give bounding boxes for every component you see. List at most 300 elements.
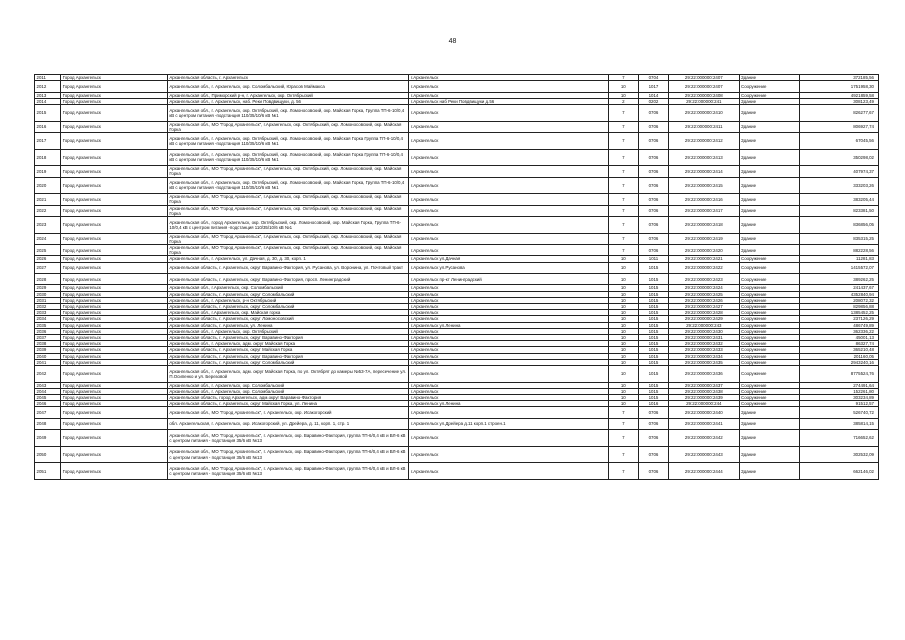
class-code-cell: 1015	[638, 310, 668, 316]
cadastral-value-cell: 4921859,58	[799, 92, 878, 98]
class-code-cell: 1015	[638, 304, 668, 310]
cadastral-value-cell: 1415572,07	[799, 262, 878, 273]
type-code-cell: 7	[608, 446, 638, 463]
cadastral-register-table	[34, 74, 879, 480]
address-cell: Архангельская обл., г. Архангельск, адм. округ Майская Горка	[167, 341, 409, 347]
class-code-cell: 1017	[638, 81, 668, 92]
row-number-cell: 2035	[35, 322, 61, 328]
municipality-cell: Город Архангельск	[61, 262, 168, 273]
type-code-cell: 7	[608, 245, 638, 256]
cadastral-value-cell: 4352840,94	[799, 291, 878, 297]
address-cell: Архангельская обл., г. Архангельск, окр. Соломбальский	[167, 388, 409, 394]
cadastral-number-cell: 29:22:000000:2422	[669, 262, 739, 273]
type-code-cell: 7	[608, 463, 638, 480]
municipality-cell: Город Архангельск	[61, 341, 168, 347]
type-code-cell: 10	[608, 366, 638, 383]
municipality-cell: Город Архангельск	[61, 177, 168, 194]
object-type-cell: Здание	[739, 149, 799, 166]
locality-cell: г.Архангельск	[409, 359, 608, 365]
class-code-cell: 1015	[638, 395, 668, 401]
table-row	[35, 81, 879, 92]
row-number-cell: 2025	[35, 245, 61, 256]
municipality-cell: Город Архангельск	[61, 92, 168, 98]
cadastral-value-cell: 806927,74	[799, 121, 878, 132]
register-body	[35, 75, 879, 480]
object-type-cell: Сооружение	[739, 328, 799, 334]
type-code-cell: 10	[608, 388, 638, 394]
table-row	[35, 149, 879, 166]
cadastral-value-cell: 662146,02	[799, 463, 878, 480]
cadastral-number-cell: 29:22:000000:2427	[669, 304, 739, 310]
type-code-cell: 10	[608, 382, 638, 388]
municipality-cell: Город Архангельск	[61, 149, 168, 166]
address-cell: Архангельская обл., г. Архангельск, адм. округ Майская Горка, по ул. Октябрят до камеры №53-7А, пересечение ул. П.Осипенко и ул. Березовой	[167, 366, 409, 383]
address-cell: Архангельская обл., МО "Город Архангельск", г. Архангельск, окр. Варавино-Фактория, группа ТП-6/0,4 кВ и ВЛ-6 кВ с центром питания - подстанция 35/6 кВ №13	[167, 430, 409, 447]
locality-cell: г.Архангельск	[409, 291, 608, 297]
locality-cell: г.Архангельск	[409, 347, 608, 353]
row-number-cell: 2023	[35, 217, 61, 234]
type-code-cell: 7	[608, 166, 638, 177]
type-code-cell: 7	[608, 205, 638, 216]
municipality-cell: Город Архангельск	[61, 274, 168, 285]
type-code-cell: 7	[608, 217, 638, 234]
municipality-cell: Город Архангельск	[61, 395, 168, 401]
address-cell: Архангельская обл., МО "Город Архангельск", г.Архангельск, окр. Октябрьский, окр. Ломоносовский, окр. Майская Горка	[167, 166, 409, 177]
object-type-cell: Здание	[739, 194, 799, 205]
municipality-cell: Город Архангельск	[61, 105, 168, 122]
class-code-cell: 1015	[638, 262, 668, 273]
table-row	[35, 177, 879, 194]
address-cell: Архангельская обл., г. Архангельск, окр. Октябрьский, окр. Ломоносовский, окр. Майская Горка Группа ТП-6-10/0,4 кВ с центром питания -подстанция 110/35/10/6 кВ №1	[167, 133, 409, 150]
type-code-cell: 7	[608, 75, 638, 81]
cadastral-value-cell: 8775524,76	[799, 366, 878, 383]
class-code-cell: 1015	[638, 322, 668, 328]
cadastral-number-cell: 29:22:000000:2424	[669, 285, 739, 291]
row-number-cell: 2020	[35, 177, 61, 194]
type-code-cell: 7	[608, 149, 638, 166]
cadastral-number-cell: 29:22:000000:2413	[669, 149, 739, 166]
row-number-cell: 2040	[35, 353, 61, 359]
object-type-cell: Здание	[739, 407, 799, 418]
locality-cell: г.Архангельск	[409, 166, 608, 177]
class-code-cell: 1015	[638, 359, 668, 365]
cadastral-number-cell: 29:22:000000:2410	[669, 105, 739, 122]
table-row	[35, 463, 879, 480]
cadastral-number-cell: 29:22:000000:2423	[669, 274, 739, 285]
cadastral-value-cell: 389262,25	[799, 274, 878, 285]
locality-cell: г.Архангельск	[409, 75, 608, 81]
row-number-cell: 2038	[35, 341, 61, 347]
address-cell: Архангельская область, г. Архангельск, округ Соломбальский	[167, 291, 409, 297]
municipality-cell: Город Архангельск	[61, 233, 168, 244]
object-type-cell: Здание	[739, 133, 799, 150]
cadastral-value-cell: 882228,56	[799, 245, 878, 256]
address-cell: Архангельская область, г. Архангельск, округ Ломоносовский	[167, 316, 409, 322]
locality-cell: г.Архангельск	[409, 205, 608, 216]
locality-cell: г.Архангельск	[409, 81, 608, 92]
cadastral-value-cell: 86327,74	[799, 341, 878, 347]
object-type-cell: Сооружение	[739, 262, 799, 273]
row-number-cell: 2047	[35, 407, 61, 418]
cadastral-value-cell: 829856,88	[799, 304, 878, 310]
cadastral-value-cell: 333203,26	[799, 177, 878, 194]
object-type-cell: Здание	[739, 217, 799, 234]
cadastral-number-cell: 29:22:000000:2425	[669, 291, 739, 297]
table-row	[35, 233, 879, 244]
page-number: 48	[448, 38, 457, 45]
cadastral-number-cell: 29:22:000000:2437	[669, 382, 739, 388]
type-code-cell: 10	[608, 353, 638, 359]
object-type-cell: Сооружение	[739, 347, 799, 353]
class-code-cell: 0706	[638, 233, 668, 244]
address-cell: Архангельская обл., МО "Город Архангельск", г.Архангельск, окр. Октябрьский, окр. Ломоносовский, окр. Майская Горка	[167, 233, 409, 244]
address-cell: Архангельская область, город Архангельск, адм.округ Варавино-Фактория	[167, 395, 409, 401]
class-code-cell: 0706	[638, 177, 668, 194]
cadastral-number-cell: 29:22:000000:2431	[669, 335, 739, 341]
class-code-cell: 0706	[638, 430, 668, 447]
table-row	[35, 446, 879, 463]
locality-cell: г.Архангельск	[409, 149, 608, 166]
cadastral-value-cell: 823381,50	[799, 205, 878, 216]
type-code-cell: 10	[608, 262, 638, 273]
locality-cell: г.Архангельск ул.Дачная	[409, 256, 608, 262]
locality-cell: г.Архангельск	[409, 463, 608, 480]
cadastral-value-cell: 45001,13	[799, 335, 878, 341]
locality-cell: г.Архангельск	[409, 121, 608, 132]
class-code-cell: 1015	[638, 347, 668, 353]
class-code-cell: 0202	[638, 98, 668, 104]
cadastral-number-cell: 29:22:000000:2420	[669, 245, 739, 256]
row-number-cell: 2017	[35, 133, 61, 150]
locality-cell: г.Архангельск	[409, 430, 608, 447]
class-code-cell: 0706	[638, 446, 668, 463]
object-type-cell: Здание	[739, 121, 799, 132]
municipality-cell: Город Архангельск	[61, 310, 168, 316]
type-code-cell: 7	[608, 194, 638, 205]
address-cell: Архангельская обл., г.Архангельск, окр. Майская горка	[167, 310, 409, 316]
address-cell: Архангельская область, г. Архангельск, округ Соломбальский	[167, 359, 409, 365]
table-row	[35, 262, 879, 273]
table-row	[35, 366, 879, 383]
municipality-cell: Город Архангельск	[61, 75, 168, 81]
row-number-cell: 2043	[35, 382, 61, 388]
municipality-cell: Город Архангельск	[61, 194, 168, 205]
table-row	[35, 194, 879, 205]
municipality-cell: Город Архангельск	[61, 217, 168, 234]
row-number-cell: 2014	[35, 98, 61, 104]
cadastral-number-cell: 29:22:000000:2407	[669, 81, 739, 92]
address-cell: Архангельская обл., г. Архангельск, наб. Реки Повдвищуки, д. 56	[167, 98, 409, 104]
type-code-cell: 10	[608, 347, 638, 353]
locality-cell: г.Архангельск	[409, 353, 608, 359]
cadastral-value-cell: 365210,48	[799, 347, 878, 353]
object-type-cell: Сооружение	[739, 92, 799, 98]
class-code-cell: 1015	[638, 291, 668, 297]
type-code-cell: 10	[608, 359, 638, 365]
type-code-cell: 7	[608, 105, 638, 122]
cadastral-value-cell: 2943240,16	[799, 359, 878, 365]
row-number-cell: 2034	[35, 316, 61, 322]
row-number-cell: 2048	[35, 418, 61, 429]
object-type-cell: Здание	[739, 446, 799, 463]
locality-cell: г.Архангельск	[409, 194, 608, 205]
cadastral-number-cell: 29:22:000000:244	[669, 401, 739, 407]
class-code-cell: 1015	[638, 316, 668, 322]
row-number-cell: 2031	[35, 297, 61, 303]
locality-cell: г.Архангельск	[409, 105, 608, 122]
row-number-cell: 2021	[35, 194, 61, 205]
class-code-cell: 1015	[638, 328, 668, 334]
locality-cell: г.Архангельск	[409, 446, 608, 463]
cadastral-number-cell: 29:22:000000:2411	[669, 121, 739, 132]
locality-cell: г.Архангельск	[409, 304, 608, 310]
object-type-cell: Сооружение	[739, 388, 799, 394]
locality-cell: г.Архангельск	[409, 366, 608, 383]
cadastral-number-cell: 29:22:000000:2440	[669, 407, 739, 418]
municipality-cell: Город Архангельск	[61, 245, 168, 256]
object-type-cell: Сооружение	[739, 304, 799, 310]
cadastral-number-cell: 29:22:000000:2426	[669, 297, 739, 303]
type-code-cell: 10	[608, 285, 638, 291]
cadastral-value-cell: 385814,15	[799, 418, 878, 429]
cadastral-value-cell: 11281,83	[799, 256, 878, 262]
class-code-cell: 1014	[638, 92, 668, 98]
object-type-cell: Здание	[739, 98, 799, 104]
locality-cell: г.Архангельск	[409, 407, 608, 418]
class-code-cell: 0706	[638, 245, 668, 256]
type-code-cell: 2	[608, 98, 638, 104]
cadastral-value-cell: 1385452,25	[799, 310, 878, 316]
type-code-cell: 10	[608, 401, 638, 407]
class-code-cell: 1016	[638, 401, 668, 407]
cadastral-number-cell: 29:22:000000:2417	[669, 205, 739, 216]
address-cell: Архангельская обл., г.Архангельск, окр. Соломбальский	[167, 285, 409, 291]
municipality-cell: Город Архангельск	[61, 446, 168, 463]
row-number-cell: 2029	[35, 285, 61, 291]
row-number-cell: 2041	[35, 359, 61, 365]
cadastral-number-cell: 29:22:000000:2419	[669, 233, 739, 244]
row-number-cell: 2045	[35, 395, 61, 401]
cadastral-value-cell: 526740,72	[799, 407, 878, 418]
address-cell: Архангельская обл., г. Архангельск, окр. Октябрьский, окр. Ломоносовский, окр. Майская Горка, Группа ТП-6-10/0,4 кВ с центром питания -подстанция 110/35/10/6 кВ №1	[167, 105, 409, 122]
municipality-cell: Город Архангельск	[61, 353, 168, 359]
municipality-cell: Город Архангельск	[61, 322, 168, 328]
type-code-cell: 7	[608, 407, 638, 418]
class-code-cell: 0706	[638, 407, 668, 418]
object-type-cell: Сооружение	[739, 366, 799, 383]
row-number-cell: 2036	[35, 328, 61, 334]
locality-cell: г.Архангельск	[409, 388, 608, 394]
class-code-cell: 0706	[638, 121, 668, 132]
class-code-cell: 1015	[638, 285, 668, 291]
table-row	[35, 217, 879, 234]
row-number-cell: 2013	[35, 92, 61, 98]
cadastral-value-cell: 383205,44	[799, 194, 878, 205]
municipality-cell: Город Архангельск	[61, 291, 168, 297]
municipality-cell: Город Архангельск	[61, 347, 168, 353]
municipality-cell: Город Архангельск	[61, 205, 168, 216]
type-code-cell: 10	[608, 395, 638, 401]
row-number-cell: 2028	[35, 274, 61, 285]
table-row	[35, 105, 879, 122]
municipality-cell: Город Архангельск	[61, 121, 168, 132]
object-type-cell: Здание	[739, 430, 799, 447]
municipality-cell: Город Архангельск	[61, 401, 168, 407]
class-code-cell: 0706	[638, 133, 668, 150]
locality-cell: г.Архангельск ул.Ленина	[409, 322, 608, 328]
row-number-cell: 2019	[35, 166, 61, 177]
locality-cell: г.Архангельск	[409, 233, 608, 244]
municipality-cell: Город Архангельск	[61, 359, 168, 365]
cadastral-value-cell: 486749,89	[799, 322, 878, 328]
table-row	[35, 121, 879, 132]
class-code-cell: 1015	[638, 388, 668, 394]
address-cell: Архангельская область, г. Архангельск, округ Варавино-Фактория	[167, 335, 409, 341]
address-cell: Архангельская обл., МО "Город Архангельск", г.Архангельск, окр. Октябрьский, окр. Ломоносовский, окр. Майская Горка	[167, 245, 409, 256]
cadastral-number-cell: 29:22:000000:2435	[669, 359, 739, 365]
cadastral-value-cell: 152261,80	[799, 388, 878, 394]
object-type-cell: Сооружение	[739, 297, 799, 303]
municipality-cell: Город Архангельск	[61, 297, 168, 303]
table-row	[35, 418, 879, 429]
row-number-cell: 2046	[35, 401, 61, 407]
cadastral-value-cell: 372185,56	[799, 75, 878, 81]
locality-cell: г.Архангельск	[409, 133, 608, 150]
row-number-cell: 2027	[35, 262, 61, 273]
municipality-cell: Город Архангельск	[61, 285, 168, 291]
row-number-cell: 2016	[35, 121, 61, 132]
cadastral-value-cell: 303234,89	[799, 395, 878, 401]
object-type-cell: Здание	[739, 166, 799, 177]
row-number-cell: 2024	[35, 233, 61, 244]
cadastral-value-cell: 208072,32	[799, 297, 878, 303]
address-cell: Архангельская обл., г. Архангельск, р-н Октябрьский	[167, 297, 409, 303]
row-number-cell: 2051	[35, 463, 61, 480]
cadastral-number-cell: 29:22:000000:241	[669, 98, 739, 104]
cadastral-value-cell: 67045,56	[799, 133, 878, 150]
municipality-cell: Город Архангельск	[61, 407, 168, 418]
type-code-cell: 10	[608, 341, 638, 347]
municipality-cell: Город Архангельск	[61, 304, 168, 310]
locality-cell: г.Архангельск	[409, 328, 608, 334]
object-type-cell: Здание	[739, 418, 799, 429]
locality-cell: г.Архангельск наб Реки Повдвищуки д.56	[409, 98, 608, 104]
type-code-cell: 10	[608, 322, 638, 328]
address-cell: Архангельская область, г. Архангельск, округ Варавино-Фактория, просп. Ленинградский	[167, 274, 409, 285]
table-row	[35, 245, 879, 256]
cadastral-number-cell: 29:22:000000:2441	[669, 418, 739, 429]
object-type-cell: Сооружение	[739, 401, 799, 407]
cadastral-number-cell: 29:22:000000:2418	[669, 217, 739, 234]
object-type-cell: Здание	[739, 75, 799, 81]
address-cell: Архангельская обл., МО "Город Архангельск", г.Архангельск, окр. Октябрьский, окр. Ломоносовский, окр. Майская Горка	[167, 194, 409, 205]
class-code-cell: 0706	[638, 105, 668, 122]
class-code-cell: 0706	[638, 166, 668, 177]
address-cell: Архангельская обл., г. Архангельск, окр. Октябрьский	[167, 328, 409, 334]
address-cell: Архангельская обл., г. Архангельск, окр. Соломбальский	[167, 382, 409, 388]
address-cell: Архангельская область, г. Архангельск, округ Майская Горка, ул. Ленина	[167, 401, 409, 407]
object-type-cell: Сооружение	[739, 382, 799, 388]
cadastral-number-cell: 29:22:000000:2430	[669, 328, 739, 334]
locality-cell: г.Архангельск ул.Русанова	[409, 262, 608, 273]
address-cell: Архангельская обл., Приморский р-н, г. Архангельск, окр. Октябрьский	[167, 92, 409, 98]
class-code-cell: 1015	[638, 382, 668, 388]
table-row	[35, 430, 879, 447]
municipality-cell: Город Архангельск	[61, 256, 168, 262]
table-row	[35, 407, 879, 418]
type-code-cell: 7	[608, 233, 638, 244]
cadastral-value-cell: 362336,22	[799, 328, 878, 334]
table-row	[35, 274, 879, 285]
cadastral-number-cell: 29:22:000000:2415	[669, 177, 739, 194]
class-code-cell: 0706	[638, 149, 668, 166]
locality-cell: г.Архангельск	[409, 177, 608, 194]
row-number-cell: 2012	[35, 81, 61, 92]
object-type-cell: Сооружение	[739, 256, 799, 262]
address-cell: Архангельская обл., МО "Город Архангельск", г.Архангельск, окр. Октябрьский, окр. Ломоносовский, окр. Майская Горка	[167, 121, 409, 132]
class-code-cell: 1015	[638, 366, 668, 383]
object-type-cell: Здание	[739, 205, 799, 216]
address-cell: обл. Архангельская, г. Архангельск, окр. Исакогорский, ул. Дрейера, д. 11, корп. 1, стр. 1	[167, 418, 409, 429]
row-number-cell: 2026	[35, 256, 61, 262]
locality-cell: г.Архангельск	[409, 395, 608, 401]
type-code-cell: 7	[608, 418, 638, 429]
cadastral-value-cell: 302532,09	[799, 446, 878, 463]
municipality-cell: Город Архангельск	[61, 366, 168, 383]
row-number-cell: 2015	[35, 105, 61, 122]
municipality-cell: Город Архангельск	[61, 166, 168, 177]
class-code-cell: 0704	[638, 75, 668, 81]
cadastral-value-cell: 407974,37	[799, 166, 878, 177]
address-cell: Архангельская область, г. Архангельск, округ Варавино-Фактория, ул. Русанова, ул. Воронина, ул. Почтовый тракт	[167, 262, 409, 273]
row-number-cell: 2022	[35, 205, 61, 216]
row-number-cell: 2033	[35, 310, 61, 316]
row-number-cell: 2039	[35, 347, 61, 353]
class-code-cell: 0706	[638, 463, 668, 480]
cadastral-number-cell: 29:22:000000:2433	[669, 347, 739, 353]
locality-cell: г.Архангельск	[409, 285, 608, 291]
address-cell: Архангельская обл., г. Архангельск, окр. Октябрьский, окр. Ломоносовский, окр. Майская Горка Группа ТП-6-10/0,4 кВ с центром питания -подстанция 110/35/10/6 кВ №1	[167, 149, 409, 166]
municipality-cell: Город Архангельск	[61, 316, 168, 322]
address-cell: Архангельская обл., г. Архангельск, окр. Октябрьский, окр. Ломоносовский, окр. Майская Горка, Группа ТП-6-10/0,4 кВ с центром питания -подстанция 110/35/10/6 кВ №1	[167, 177, 409, 194]
type-code-cell: 7	[608, 133, 638, 150]
municipality-cell: Город Архангельск	[61, 98, 168, 104]
cadastral-number-cell: 29:22:000000:2443	[669, 446, 739, 463]
address-cell: Архангельская область, г. Архангельск	[167, 75, 409, 81]
municipality-cell: Город Архангельск	[61, 133, 168, 150]
cadastral-number-cell: 29:22:000000:2434	[669, 353, 739, 359]
type-code-cell: 10	[608, 316, 638, 322]
cadastral-number-cell: 29:22:000000:2408	[669, 92, 739, 98]
address-cell: Архангельская обл., МО "Город Архангельск", г.Архангельск, окр. Октябрьский, окр. Ломоносовский, окр. Майская Горка	[167, 205, 409, 216]
object-type-cell: Сооружение	[739, 310, 799, 316]
locality-cell: г.Архангельск пр-кт Ленинградский	[409, 274, 608, 285]
object-type-cell: Сооружение	[739, 316, 799, 322]
row-number-cell: 2030	[35, 291, 61, 297]
cadastral-value-cell: 308123,49	[799, 98, 878, 104]
object-type-cell: Здание	[739, 245, 799, 256]
cadastral-number-cell: 29:22:000000:2428	[669, 310, 739, 316]
cadastral-value-cell: 1751958,30	[799, 81, 878, 92]
locality-cell: г.Архангельск ул.Дрейера д.11 корп.1 строен.1	[409, 418, 608, 429]
cadastral-number-cell: 29:22:000000:2432	[669, 341, 739, 347]
class-code-cell: 1015	[638, 353, 668, 359]
object-type-cell: Сооружение	[739, 359, 799, 365]
type-code-cell: 10	[608, 256, 638, 262]
cadastral-number-cell: 29:22:000000:2429	[669, 316, 739, 322]
municipality-cell: Город Архангельск	[61, 463, 168, 480]
object-type-cell: Здание	[739, 463, 799, 480]
